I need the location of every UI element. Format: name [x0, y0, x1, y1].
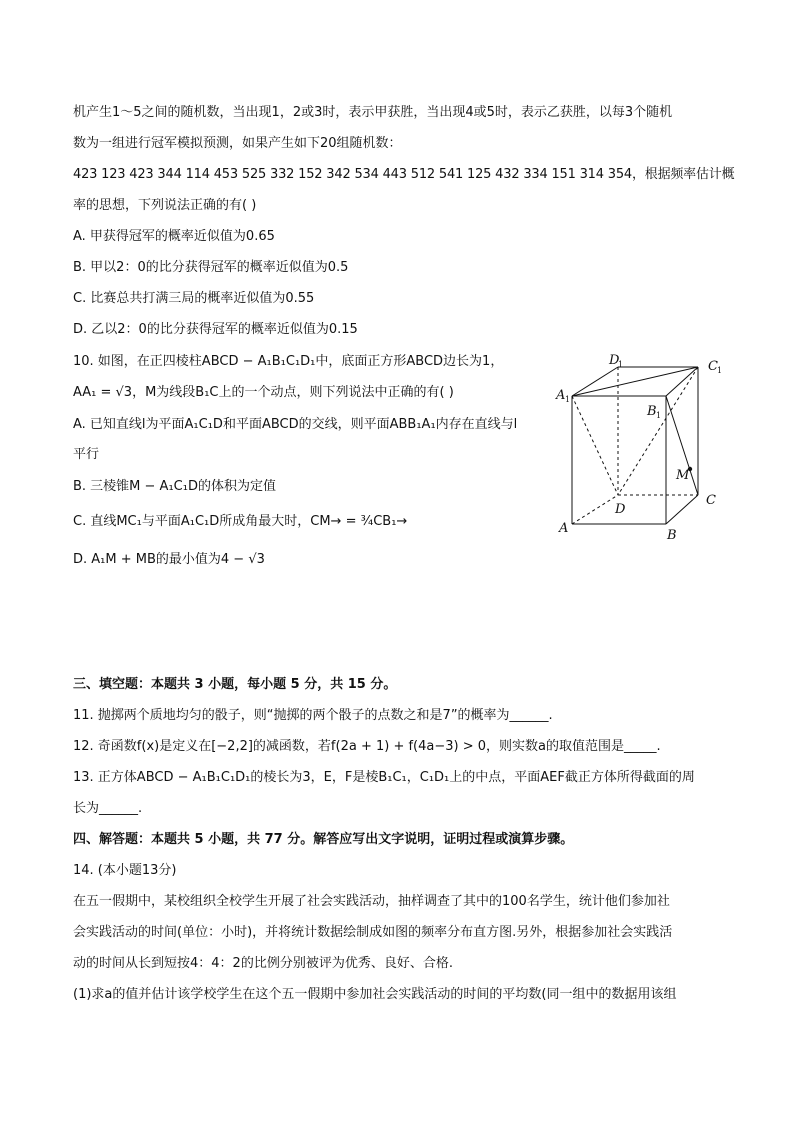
- section-4-heading: 四、解答题：本题共 5 小题，共 77 分。解答应写出文字说明，证明过程或演算步骤。: [73, 832, 574, 847]
- q10-option-b: B. 三棱锥M − A₁C₁D的体积为定值: [73, 479, 276, 494]
- label-b1-subscript: 1: [656, 411, 662, 420]
- q10-option-a-line-1: A. 已知直线l为平面A₁C₁D和平面ABCD的交线，则平面ABB₁A₁内存在直线与l: [73, 417, 518, 432]
- q14-stem-line-1: 在五一假期中，某校组织全校学生开展了社会实践活动，抽样调查了其中的100名学生，统计他们参加社: [73, 894, 670, 909]
- q10-stem-line-1: 10. 如图，在正四棱柱ABCD − A₁B₁C₁D₁中，底面正方形ABCD边长为1，: [73, 354, 504, 369]
- q9-option-c: C. 比赛总共打满三局的概率近似值为0.55: [73, 291, 315, 306]
- label-a1: A: [556, 388, 566, 403]
- edge-a1-d1: [572, 367, 618, 396]
- q14-stem-line-3: 动的时间从长到短按4：4：2的比例分别被评为优秀、良好、合格.: [73, 956, 453, 971]
- q9-option-a: A. 甲获得冠军的概率近似值为0.65: [73, 229, 275, 244]
- q13-text-line-2: 长为______.: [73, 801, 143, 816]
- label-b1: B: [647, 404, 657, 419]
- section-3-heading: 三、填空题：本题共 3 小题，每小题 5 分，共 15 分。: [73, 677, 397, 692]
- label-b: B: [667, 528, 677, 543]
- q9-option-b: B. 甲以2：0的比分获得冠军的概率近似值为0.5: [73, 260, 349, 275]
- label-d: D: [615, 502, 626, 517]
- label-a: A: [559, 521, 569, 536]
- q10-stem-line-2: AA₁ = √3，M为线段B₁C上的一个动点，则下列说法中正确的有( ): [73, 385, 454, 400]
- edge-b1-c1: [666, 367, 698, 396]
- q9-option-d: D. 乙以2：0的比分获得冠军的概率近似值为0.15: [73, 322, 358, 337]
- label-c1: C: [708, 359, 718, 374]
- q13-text-line-1: 13. 正方体ABCD − A₁B₁C₁D₁的棱长为3，E，F是棱B₁C₁，C₁D₁上的中点，平面AEF截正方体所得截面的周: [73, 770, 695, 785]
- label-c: C: [706, 493, 716, 508]
- q9-stem-line-2: 数为一组进行冠军模拟预测，如果产生如下20组随机数：: [73, 136, 402, 151]
- q9-stem-line-4: 率的思想，下列说法正确的有( ): [73, 198, 257, 213]
- q14-title: 14. (本小题13分): [73, 863, 177, 878]
- q10-option-d: D. A₁M + MB的最小值为4 − √3: [73, 552, 265, 567]
- edge-b-c: [666, 495, 698, 524]
- prism-figure: [548, 348, 728, 548]
- q11-text: 11. 抛掷两个质地均匀的骰子，则“抛掷的两个骰子的点数之和是7”的概率为______.: [73, 708, 553, 723]
- label-d1: D: [609, 353, 620, 368]
- q10-option-a-line-2: 平行: [73, 447, 100, 462]
- q14-part-1: (1)求a的值并估计该学校学生在这个五一假期中参加社会实践活动的时间的平均数(同一组中的数据用该组: [73, 987, 677, 1002]
- diag-a1-c1: [572, 367, 698, 396]
- edge-a-d-hidden: [572, 495, 618, 524]
- q14-stem-line-2: 会实践活动的时间(单位：小时)，并将统计数据绘制成如图的频率分布直方图.另外，根据参加社会实践活: [73, 925, 673, 940]
- label-d1-subscript: 1: [618, 360, 624, 369]
- label-m: M: [676, 468, 690, 483]
- q10-option-c: C. 直线MC₁与平面A₁C₁D所成角最大时，CM→ = ¾CB₁→: [73, 514, 408, 529]
- q9-stem-line-1: 机产生1～5之间的随机数，当出现1，2或3时，表示甲获胜，当出现4或5时，表示乙获胜，以每3个随机: [73, 105, 673, 120]
- segment-a1-d-hidden: [572, 396, 618, 495]
- label-a1-subscript: 1: [565, 395, 571, 404]
- q9-random-numbers-line: 423 123 423 344 114 453 525 332 152 342 534 443 512 541 125 432 334 151 314 354，根据频率估计概: [73, 167, 735, 182]
- q12-text: 12. 奇函数f(x)是定义在[−2,2]的减函数，若f(2a + 1) + f(4a−3) > 0，则实数a的取值范围是_____.: [73, 739, 661, 754]
- label-c1-subscript: 1: [717, 366, 723, 375]
